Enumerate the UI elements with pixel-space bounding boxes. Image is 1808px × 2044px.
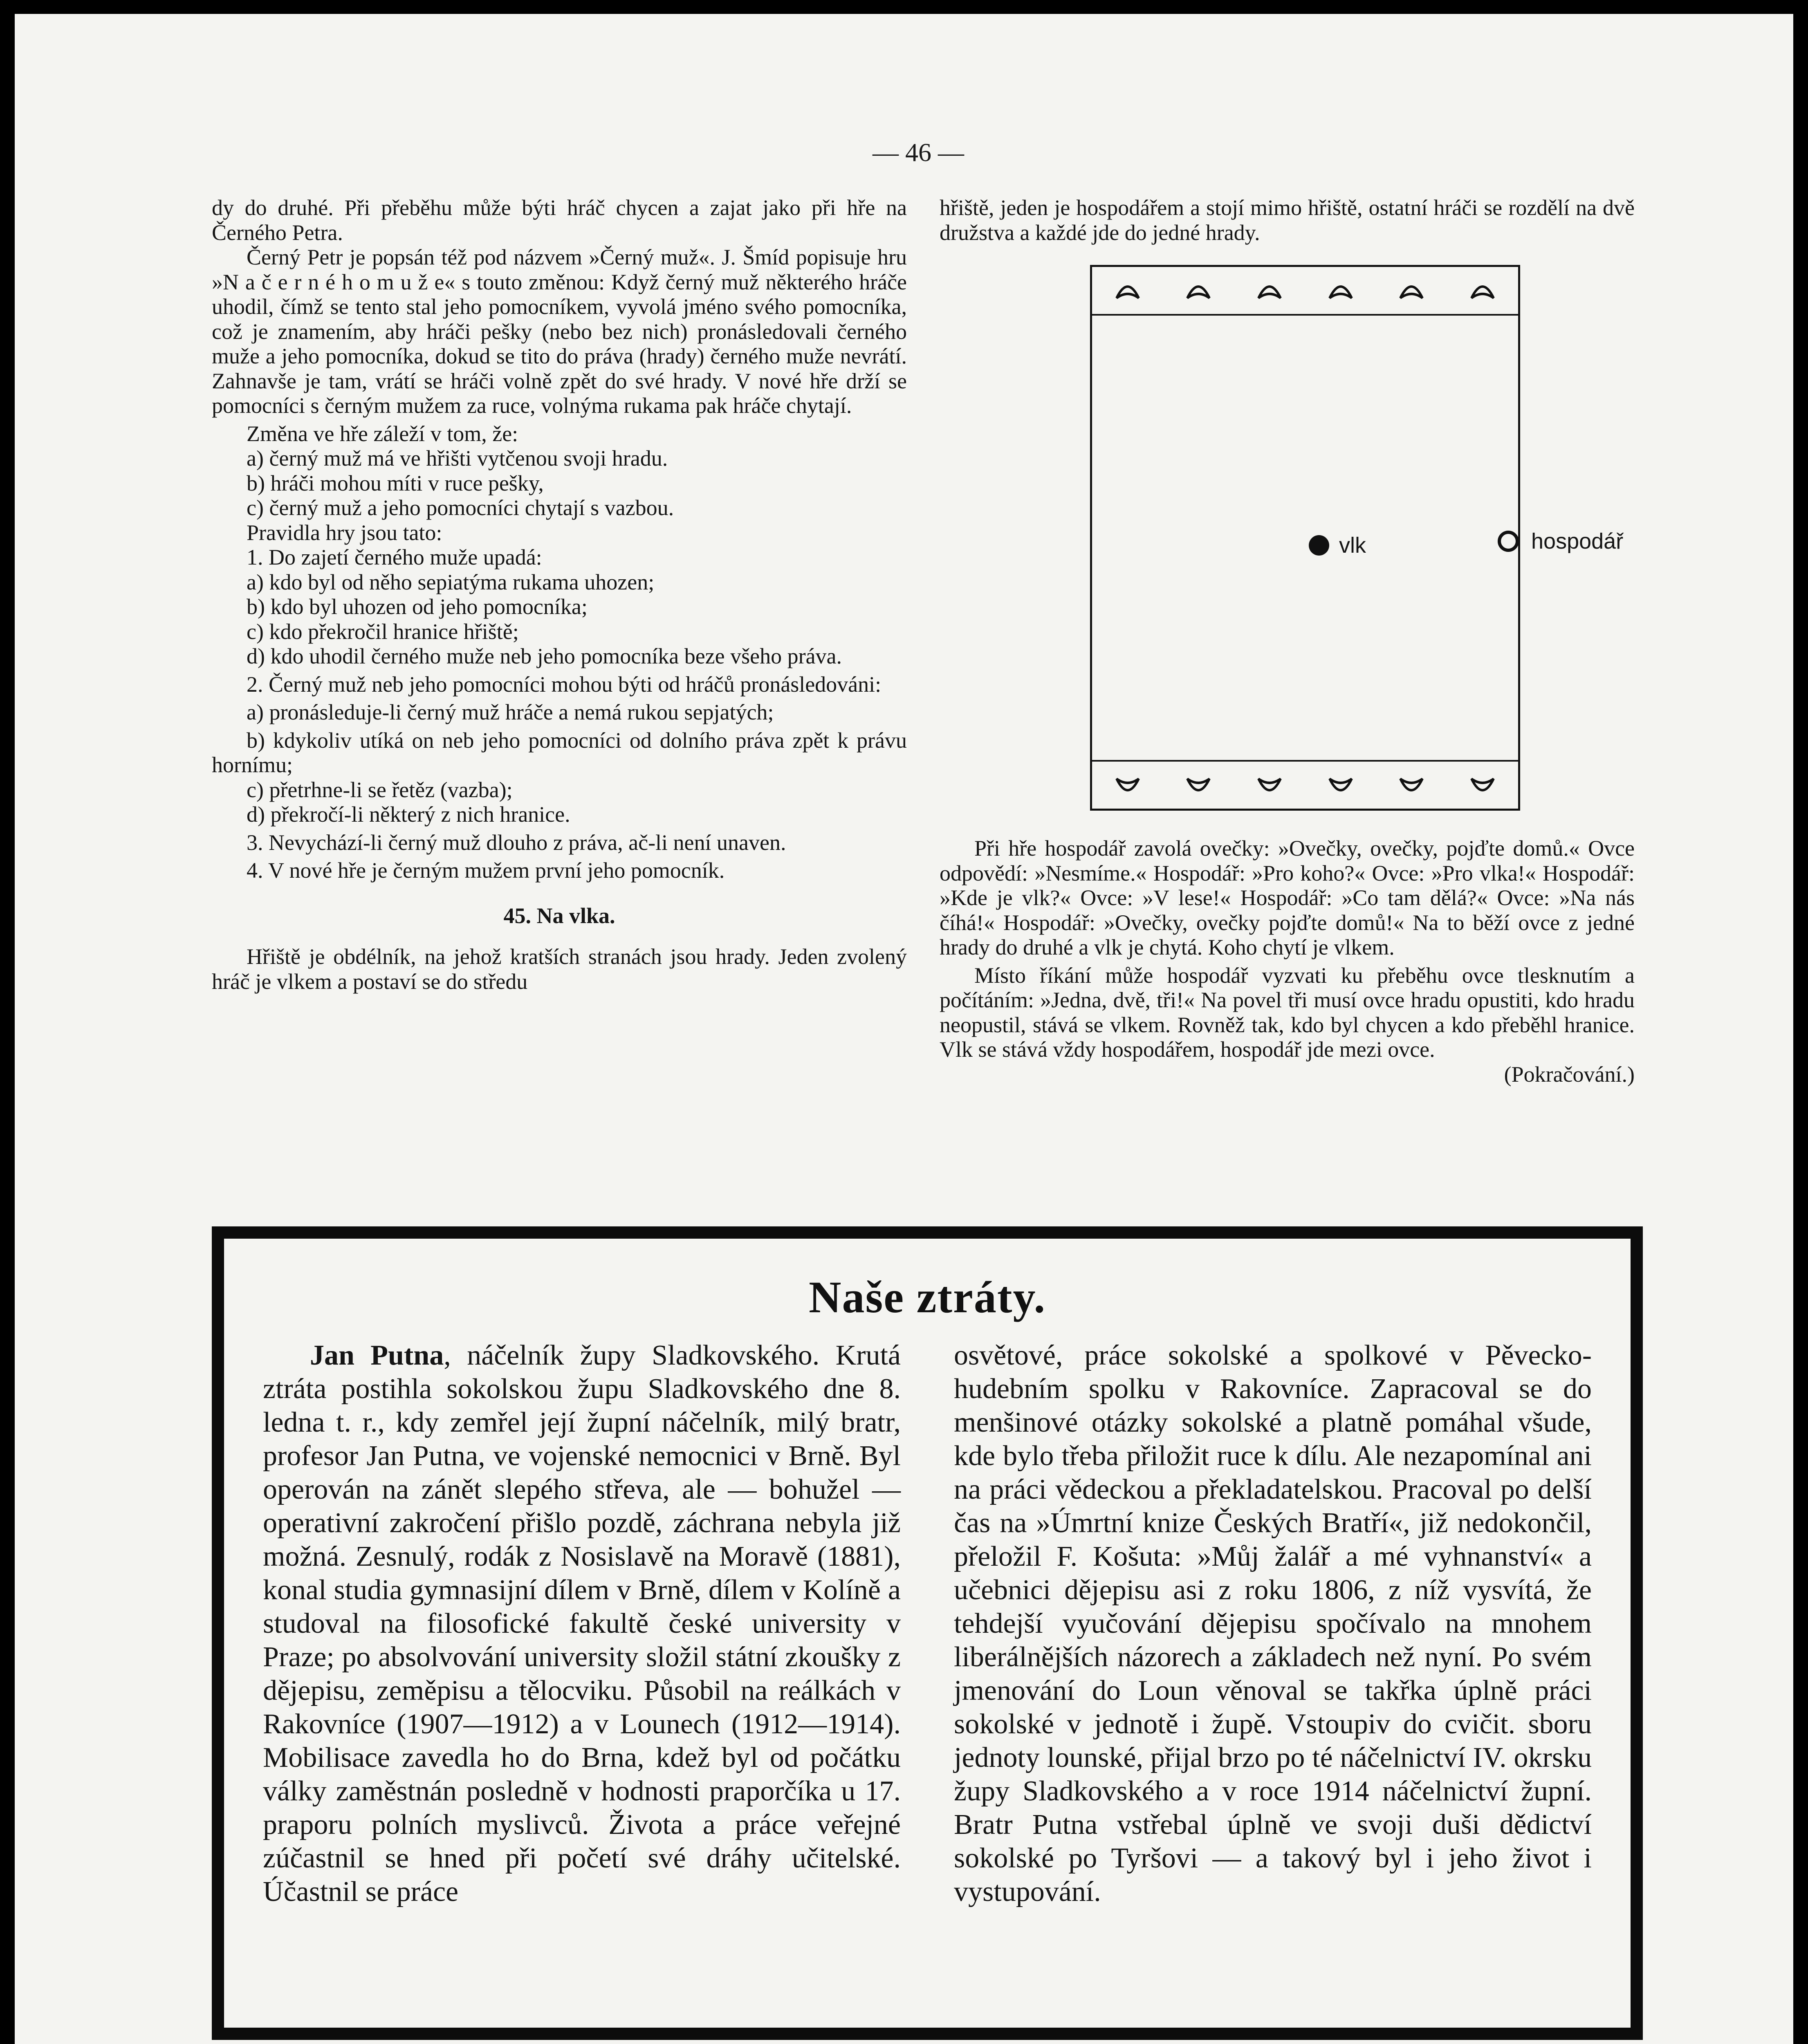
list-item: a) kdo byl od něho sepiatýma rukama uhozen; [247, 569, 655, 594]
wolf-marker [1309, 533, 1366, 558]
sheep-icon [1326, 278, 1355, 303]
list-item: c) černý muž a jeho pomocníci chytají s vazbou. [247, 495, 674, 520]
sheep-icon [1184, 773, 1213, 798]
obituary-text: , náčelník župy Sladkovského. Krutá ztráta postihla sokolskou župu Sladkovského dne 8. ledna t. r., kdy zemřel její župní náčelník, milý bratr, profesor Jan Putna, ve vojenské nemocnici v Brně. Byl operován na zánět slepého střeva, ale — bohužel — operativní zakročení přišlo pozdě, záchrana nebyla již možná. Zesnulý, rodák z Nosislavě na Moravě (1881), konal studia gymnasijní dílem v Brně, dílem v Kolíně a studoval na filosofické fakultě české university v Praze; po absolvování university složil státní zkoušky z dějepisu, zeměpisu a tělocviku. Působil na reálkách v Rakovníce (1907—1912) a v Lounech (1912—1914). Mobilisace zavedla ho do Brna, kdež byl od počátku války zaměstnán posledně v hodnosti praporčíka u 17. praporu polních myslivců. Života a práce veřejné zúčastnil se hned při početí své dráhy učitelské. Účastnil se práce [263, 1340, 901, 1907]
sheep-icon [1468, 773, 1497, 798]
sheep-icon [1113, 773, 1142, 798]
playfield [1090, 265, 1520, 811]
list-item: a) pronásleduje-li černý muž hráče a nemá rukou sepjatých; [247, 700, 774, 724]
list-item: 2. Černý muž neb jeho pomocníci mohou býti od hráčů pronásledováni: [247, 672, 882, 697]
list-item: d) kdo uhodil černého muže neb jeho pomocníka beze všeho práva. [247, 644, 842, 668]
obituary-title: Naše ztráty. [809, 1272, 1046, 1322]
paragraph: Změna ve hře záleží v tom, že: [247, 421, 518, 446]
paragraph: Hřiště je obdélník, na jehož kratších stranách jsou hrady. Jeden zvolený hráč je vlkem a postaví se do středu [212, 944, 907, 994]
section-heading: 45. Na vlka. [503, 903, 615, 928]
sheep-icon [1255, 278, 1284, 303]
deceased-name: Jan Putna [310, 1340, 444, 1371]
sheep-icon [1468, 278, 1497, 303]
wolf-label: vlk [1339, 533, 1366, 558]
list-item: b) hráči mohou míti v ruce pešky, [247, 471, 544, 495]
right-column [940, 195, 1635, 245]
playfield-diagram [940, 265, 1651, 819]
sheep-icon [1184, 278, 1213, 303]
list-item: d) překročí-li některý z nich hranice. [247, 802, 570, 827]
paragraph: hřiště, jeden je hospodářem a stojí mimo hřiště, ostatní hráči se rozdělí na dvě družstva a každé jde do jedné hrady. [940, 195, 1635, 245]
sheep-icon [1113, 278, 1142, 303]
host-dot [1498, 531, 1519, 552]
continued-note: (Pokračování.) [1504, 1062, 1635, 1087]
obituary-right-column [954, 1339, 1592, 1909]
host-label: hospodář [1531, 529, 1624, 554]
host-marker [1498, 529, 1623, 554]
list-item: b) kdo byl uhozen od jeho pomocníka; [247, 594, 588, 619]
list-item: 3. Nevychází-li černý muž dlouho z práva, ač-li není unaven. [247, 830, 786, 855]
paragraph: Pravidla hry jsou tato: [247, 520, 442, 545]
paragraph: Při hře hospodář zavolá ovečky: »Ovečky, ovečky, pojďte domů.« Ovce odpovědí: »Nesmíme.« Hospodář: »Pro koho?« Ovce: »Pro vlka!« Hospodář: »Kde je vlk?« Ovce: »V lese!« Hospodář: »Co tam dělá?« Ovce: »Na nás číhá!« Hospodář: »Ovečky, ovečky pojďte domů!« Na to běží ovce z jedné hrady do druhé a vlk je chytá. Koho chytí je vlkem. [940, 836, 1635, 959]
paragraph [263, 1339, 901, 1909]
obituary-box [212, 1226, 1643, 2040]
left-column [212, 195, 907, 994]
list-item: 1. Do zajetí černého muže upadá: [247, 545, 542, 569]
paragraph: Černý Petr je popsán též pod názvem »Černý muž«. J. Šmíd popisuje hru »N a č e r n é h o m u ž e« s touto změnou: Když černý muž některého hráče uhodil, čímž se tento stal jeho pomocníkem, vyvolá jméno svého pomocníka, což je znamením, aby hráči pešky (nebo bez nich) pronásledovali černého muže a jeho pomocníka, dokud se tito do práva (hrady) černého muže nevrátí. Zahnavše je tam, vrátí se hráči volně zpět do své hrady. V nové hře drží se pomocníci s černým mužem za ruce, volnýma rukama pak hráče chytají. [212, 245, 907, 418]
list-item: a) černý muž má ve hřišti vytčenou svoji hradu. [247, 446, 668, 471]
sheep-icon [1255, 773, 1284, 798]
list-item: c) kdo překročil hranice hřiště; [247, 619, 519, 644]
list-item: c) přetrhne-li se řetěz (vazba); [247, 777, 513, 802]
wolf-dot [1309, 535, 1329, 556]
page-number: — 46 — [873, 138, 964, 167]
bottom-castle [1092, 760, 1518, 809]
paragraph: Místo říkání může hospodář vyzvati ku přeběhu ovce tlesknutím a počítáním: »Jedna, dvě, tři!« Na povel tři musí ovce hradu opustiti, kdo hradu neopustil, stává se vlkem. Rovněž tak, kdo byl chycen a kdo přeběhl hranice. Vlk se stává vždy hospodářem, hospodář jde mezi ovce. [940, 963, 1635, 1062]
sheep-icon [1397, 773, 1426, 798]
top-castle [1092, 267, 1518, 316]
paragraph: dy do druhé. Při přeběhu může býti hráč chycen a zajat jako při hře na Černého Petra. [212, 195, 907, 245]
list-item: b) kdykoliv utíká on neb jeho pomocníci od dolního práva zpět k právu hornímu; [212, 728, 907, 777]
right-column-continued [940, 836, 1635, 1087]
sheep-icon [1326, 773, 1355, 798]
obituary-left-column [263, 1339, 901, 1909]
list-item: 4. V nové hře je černým mužem první jeho pomocník. [247, 858, 725, 883]
sheep-icon [1397, 278, 1426, 303]
obituary-text: osvětové, práce sokolské a spolkové v Pěvecko-hudebním spolku v Rakovníce. Zapracoval se do menšinové otázky sokolské a platně pomáhal všude, kde bylo třeba přiložit ruce k dílu. Ale nezapomínal ani na práci vědeckou a překladatelskou. Pracoval po delší čas na »Úmrtní knize Českých Bratří«, již nedokončil, přeložil F. Košuta: »Můj žalář a mé vyhnanství« a učebnici dějepisu asi z roku 1806, z níž vysvítá, že tehdejší vyučování dějepisu spočívalo na mnohem liberálnějších názorech a základech než nyní. Po svém jmenování do Loun věnoval se takřka úplně práci sokolské v jednotě i župě. Vstoupiv do cvičit. sboru jednoty lounské, přijal brzo po té náčelnictví IV. okrsku župy Sladkovského a v roce 1914 náčelnictví župní. Bratr Putna vstřebal úplně ve svoji duši dědictví sokolské po Tyršovi — a takový byl i jeho život i vystupování. [954, 1340, 1592, 1907]
